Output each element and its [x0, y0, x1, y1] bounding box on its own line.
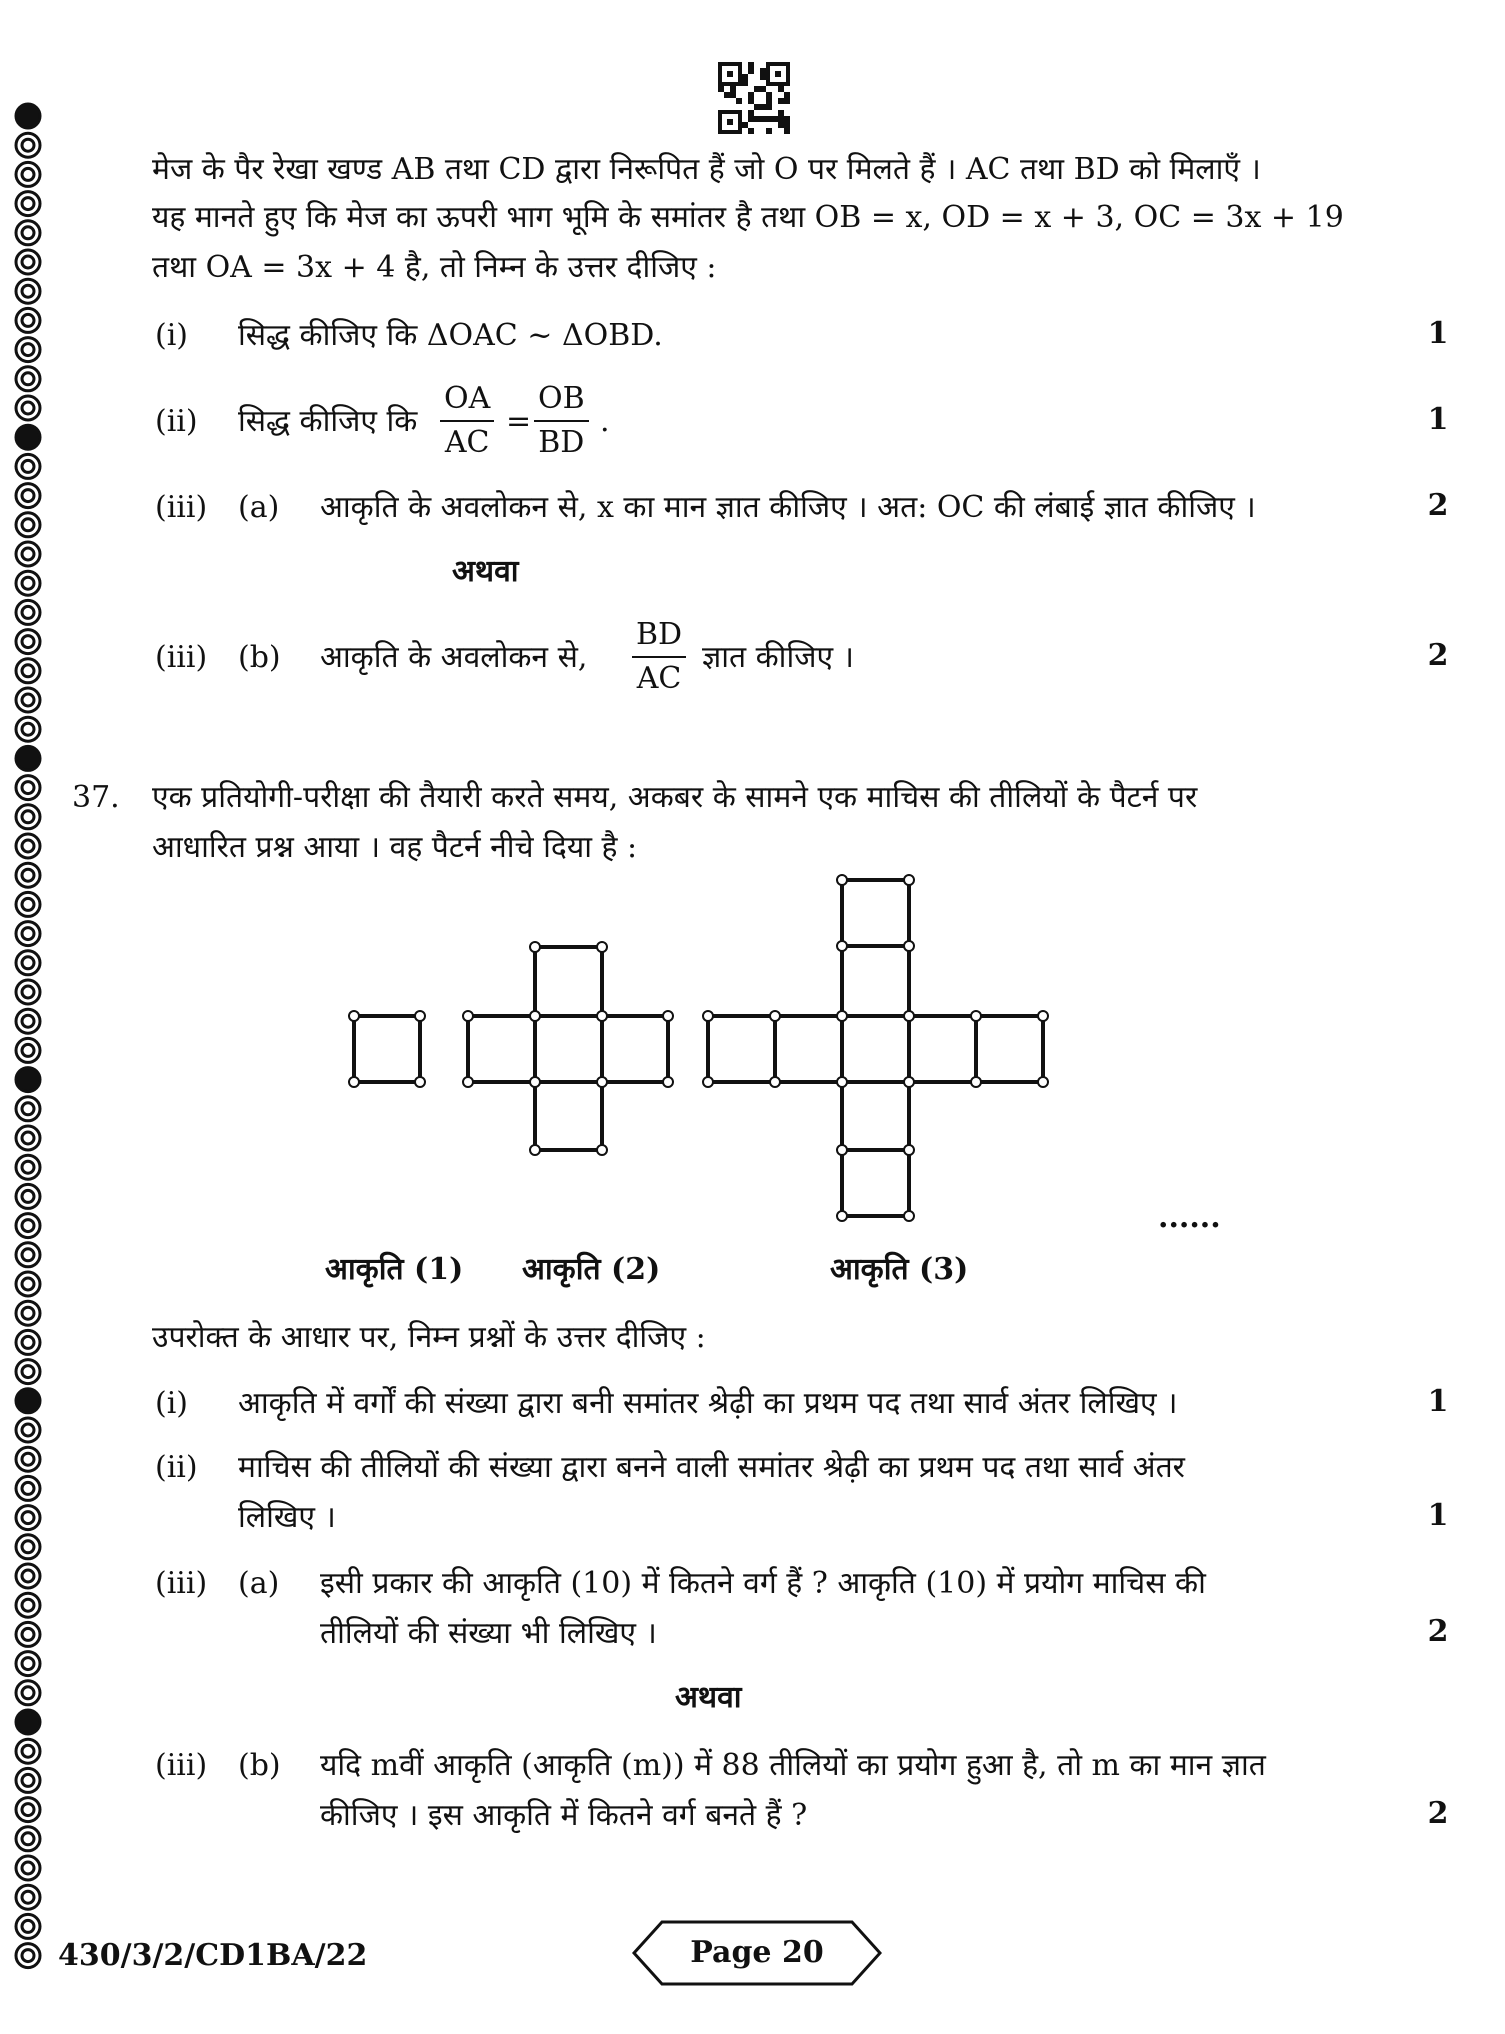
- figure-3-label: आकृति (3): [830, 1252, 969, 1287]
- q37-ii-number: (ii): [155, 1450, 198, 1485]
- q36-ii-text: सिद्ध कीजिए कि: [238, 404, 418, 439]
- fraction-denominator: AC: [444, 425, 490, 460]
- q37-number: 37.: [72, 780, 120, 815]
- figure-2-label: आकृति (2): [522, 1252, 661, 1287]
- q36-or-label: अथवा: [452, 554, 519, 589]
- matchstick-pattern-figure: [340, 870, 1080, 1230]
- q37-ii-marks: 1: [1427, 1498, 1449, 1533]
- q36-i-number: (i): [155, 318, 189, 353]
- fraction-numerator: OA: [440, 378, 494, 422]
- q36-ii-number: (ii): [155, 404, 198, 439]
- q37-prompt: उपरोक्त के आधार पर, निम्न प्रश्नों के उत्तर दीजिए :: [152, 1320, 706, 1355]
- q36-ii-marks: 1: [1427, 402, 1449, 437]
- q36-ii-equals: =: [506, 404, 532, 439]
- figure-1-label: आकृति (1): [325, 1252, 464, 1287]
- q37-iii-a-line-2: तीलियों की संख्या भी लिखिए ।: [320, 1616, 657, 1651]
- q37-ii-line-1: माचिस की तीलियों की संख्या द्वारा बनने वाली समांतर श्रेढ़ी का प्रथम पद तथा सार्व अंतर: [238, 1450, 1185, 1485]
- q37-iii-b-number: (iii): [155, 1748, 208, 1783]
- intro-line-3: तथा OA = 3x + 4 है, तो निम्न के उत्तर दीजिए :: [152, 250, 717, 285]
- intro-line-2: यह मानते हुए कि मेज का ऊपरी भाग भूमि के समांतर है तथा OB = x, OD = x + 3, OC = 3x + 19: [152, 200, 1344, 235]
- fraction-numerator: OB: [534, 378, 589, 422]
- figure-continuation-dots: ......: [1158, 1200, 1221, 1235]
- q36-iii-b-tail: ज्ञात कीजिए ।: [702, 640, 854, 675]
- q37-i-number: (i): [155, 1386, 189, 1421]
- q37-iii-a-sub: (a): [238, 1566, 280, 1601]
- fraction-numerator: BD: [632, 614, 686, 658]
- q37-iii-b-marks: 2: [1427, 1796, 1449, 1831]
- q37-iii-a-number: (iii): [155, 1566, 208, 1601]
- q36-i-text: सिद्ध कीजिए कि ΔOAC ~ ΔOBD.: [238, 318, 663, 353]
- fraction-denominator: AC: [636, 661, 682, 696]
- q37-or-label: अथवा: [675, 1680, 742, 1715]
- q36-iii-b-text: आकृति के अवलोकन से,: [320, 640, 588, 675]
- q37-line-1: एक प्रतियोगी-परीक्षा की तैयारी करते समय, अकबर के सामने एक माचिस की तीलियों के पैटर्न पर: [152, 780, 1198, 815]
- q36-ii-fraction-ob-bd: [534, 378, 589, 464]
- page-number: Page 20: [690, 1935, 824, 1970]
- paper-code: 430/3/2/CD1BA/22: [58, 1938, 368, 1973]
- q37-iii-b-line-2: कीजिए । इस आकृति में कितने वर्ग बनते हैं ?: [320, 1798, 808, 1833]
- q37-line-2: आधारित प्रश्न आया । वह पैटर्न नीचे दिया है :: [152, 830, 638, 865]
- q36-iii-a-sub: (a): [238, 490, 280, 525]
- fraction-denominator: BD: [538, 425, 585, 460]
- q36-iii-a-text: आकृति के अवलोकन से, x का मान ज्ञात कीजिए । अत: OC की लंबाई ज्ञात कीजिए ।: [320, 490, 1256, 525]
- margin-rings-decoration: [8, 100, 50, 1980]
- q36-iii-b-sub: (b): [238, 640, 281, 675]
- q36-iii-a-marks: 2: [1427, 488, 1449, 523]
- q36-iii-b-fraction-bd-ac: [632, 614, 686, 700]
- q36-ii-fraction-oa-ac: [440, 378, 494, 464]
- q36-iii-a-number: (iii): [155, 490, 208, 525]
- q37-i-marks: 1: [1427, 1384, 1449, 1419]
- q37-iii-b-sub: (b): [238, 1748, 281, 1783]
- q36-iii-b-marks: 2: [1427, 638, 1449, 673]
- q37-i-text: आकृति में वर्गों की संख्या द्वारा बनी समांतर श्रेढ़ी का प्रथम पद तथा सार्व अंतर लिखिए ।: [238, 1386, 1178, 1421]
- q37-iii-a-marks: 2: [1427, 1614, 1449, 1649]
- qr-code-icon: [718, 62, 790, 134]
- intro-line-1: मेज के पैर रेखा खण्ड AB तथा CD द्वारा निरूपित हैं जो O पर मिलते हैं । AC तथा BD को मिलाएँ ।: [152, 152, 1261, 187]
- q37-ii-line-2: लिखिए ।: [238, 1500, 336, 1535]
- q36-iii-b-number: (iii): [155, 640, 208, 675]
- q36-i-marks: 1: [1427, 316, 1449, 351]
- q37-iii-a-line-1: इसी प्रकार की आकृति (10) में कितने वर्ग हैं ? आकृति (10) में प्रयोग माचिस की: [320, 1566, 1206, 1601]
- q37-iii-b-line-1: यदि mवीं आकृति (आकृति (m)) में 88 तीलियों का प्रयोग हुआ है, तो m का मान ज्ञात: [320, 1748, 1266, 1783]
- q36-ii-period: .: [600, 404, 610, 439]
